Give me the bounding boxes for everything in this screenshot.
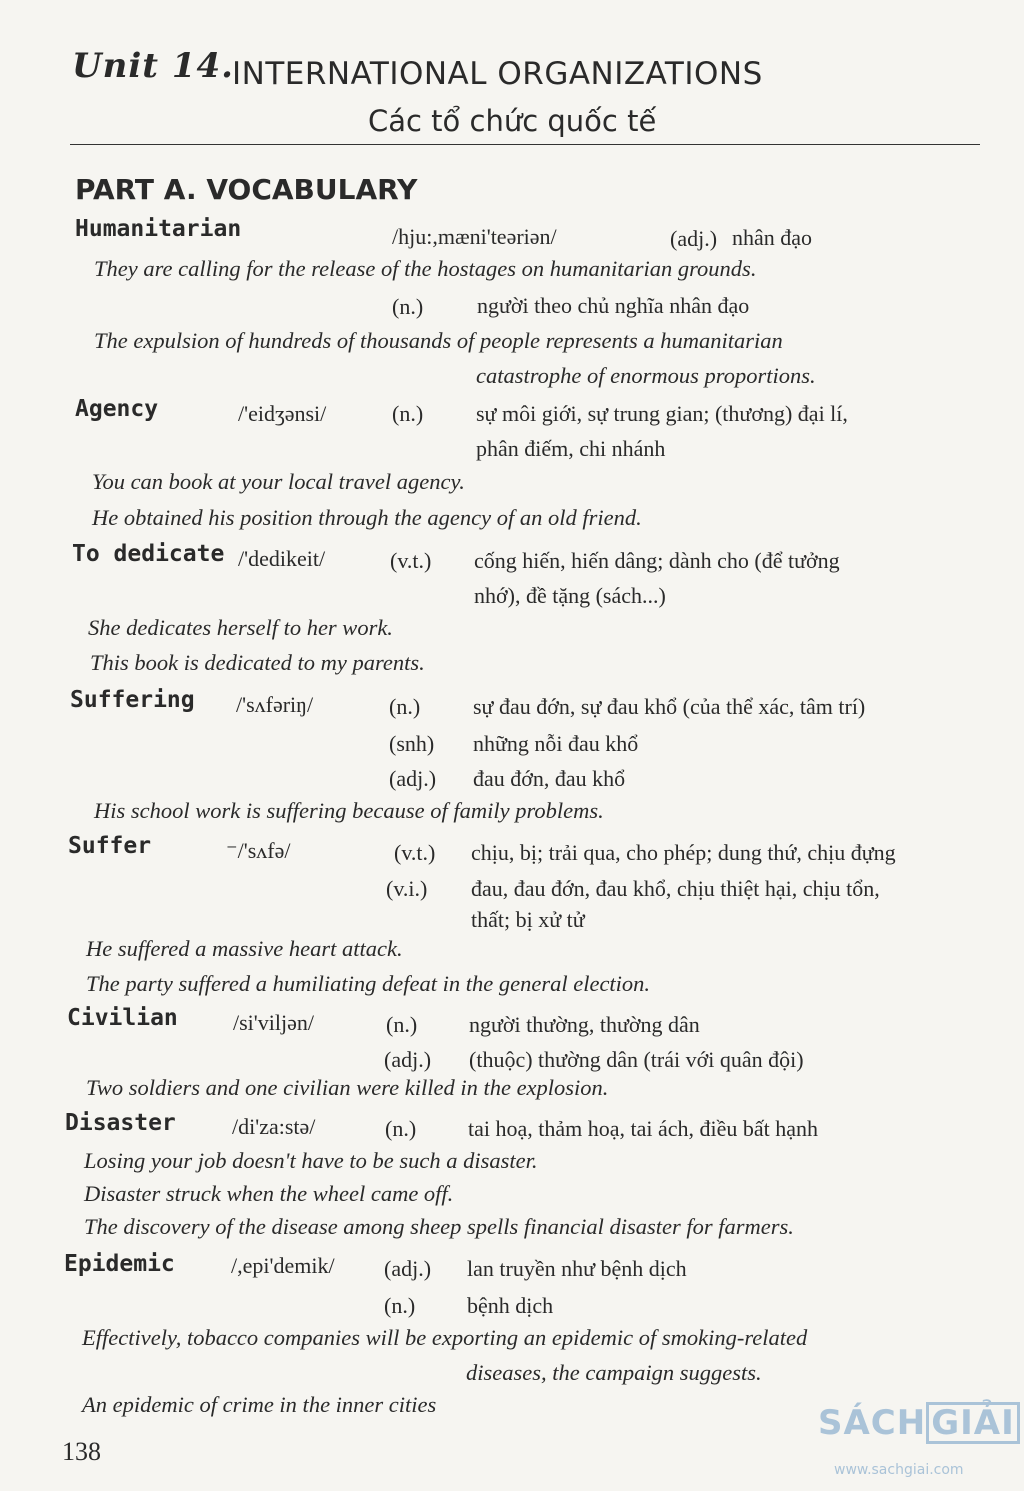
vocab-pos: (snh): [389, 731, 435, 756]
vocab-meaning: thất; bị xử tử: [471, 907, 585, 932]
vocab-meaning: sự môi giới, sự trung gian; (thương) đại lí,: [476, 401, 848, 426]
unit-label: Unit 14.: [72, 46, 234, 86]
vocab-example: You can book at your local travel agency.: [92, 469, 465, 494]
vocab-example: Disaster struck when the wheel came off.: [84, 1181, 454, 1206]
vocab-pos: (v.i.): [386, 876, 428, 901]
vocab-ipa: /hju:,mæni'teəriən/: [392, 224, 557, 249]
watermark-brand: [818, 1402, 1020, 1444]
vocab-meaning: (thuộc) thường dân (trái với quân đội): [469, 1047, 804, 1072]
watermark-brand-b: GIẢI: [926, 1402, 1020, 1444]
vocab-ipa: /'sʌfəriŋ/: [236, 692, 314, 717]
vocab-example: The expulsion of hundreds of thousands of people represents a humanitarian: [94, 328, 783, 353]
vocab-example: The discovery of the disease among sheep spells financial disaster for farmers.: [84, 1214, 794, 1239]
vocab-example: The party suffered a humiliating defeat in the general election.: [86, 971, 651, 996]
vocab-example: catastrophe of enormous proportions.: [476, 363, 816, 388]
part-heading: PART A. VOCABULARY: [75, 173, 418, 206]
watermark-brand-a: SÁCH: [818, 1403, 927, 1443]
vocab-word: Agency: [75, 396, 159, 422]
vocab-example: He obtained his position through the agency of an old friend.: [92, 505, 642, 530]
vocab-word: Humanitarian: [75, 216, 242, 242]
vocab-pos: (n.): [392, 401, 424, 426]
vocab-meaning: nhớ), đề tặng (sách...): [474, 583, 666, 608]
vocab-example: She dedicates herself to her work.: [88, 615, 393, 640]
vocab-ipa: ⁻/'sʌfə/: [226, 838, 291, 863]
vocab-pos: (adj.): [384, 1256, 432, 1281]
vocab-example: Losing your job doesn't have to be such a disaster.: [84, 1148, 538, 1173]
vocab-word: Civilian: [67, 1005, 178, 1031]
vocab-pos: (v.t.): [394, 840, 436, 865]
unit-title: INTERNATIONAL ORGANIZATIONS: [232, 56, 763, 92]
vocab-pos: (n.): [389, 694, 421, 719]
vocab-pos: (n.): [386, 1012, 418, 1037]
vocab-word: To dedicate: [72, 541, 225, 567]
watermark-logo: [818, 1388, 1018, 1484]
vocab-example: His school work is suffering because of family problems.: [94, 798, 604, 823]
watermark-url: www.sachgiai.com: [834, 1462, 964, 1478]
vocab-meaning: phân điếm, chi nhánh: [476, 436, 666, 461]
vocab-pos: (adj.): [389, 766, 437, 791]
vocab-example: An epidemic of crime in the inner cities: [82, 1392, 437, 1417]
vocab-meaning: đau, đau đớn, đau khổ, chịu thiệt hại, chịu tổn,: [471, 876, 880, 901]
vocab-meaning: sự đau đớn, sự đau khổ (của thể xác, tâm trí): [473, 694, 866, 719]
vocab-pos: (n.): [392, 294, 424, 319]
vocab-word: Suffering: [70, 687, 195, 713]
vocab-pos: (n.): [385, 1116, 417, 1141]
vocab-example: Two soldiers and one civilian were killed in the explosion.: [86, 1075, 609, 1100]
vocab-meaning: cống hiến, hiến dâng; dành cho (để tưởng: [474, 548, 840, 573]
vocab-example: He suffered a massive heart attack.: [86, 936, 403, 961]
vocab-example: diseases, the campaign suggests.: [466, 1360, 762, 1385]
vocab-word: Epidemic: [64, 1251, 175, 1277]
vocab-meaning: chịu, bị; trải qua, cho phép; dung thứ, chịu đựng: [471, 840, 896, 865]
page-number: 138: [62, 1437, 101, 1466]
vocab-pos: (v.t.): [390, 548, 432, 573]
vocab-pos: (adj.): [384, 1047, 432, 1072]
vocab-meaning: những nỗi đau khổ: [473, 731, 639, 756]
vocab-pos: (adj.): [670, 226, 718, 251]
vocab-meaning: người thường, thường dân: [469, 1012, 700, 1037]
header-divider: [70, 144, 980, 145]
unit-subtitle: Các tổ chức quốc tế: [368, 104, 657, 138]
vocab-word: Suffer: [68, 833, 152, 859]
vocab-pos: (n.): [384, 1293, 416, 1318]
vocab-meaning: lan truyền như bệnh dịch: [467, 1256, 687, 1281]
vocab-example: This book is dedicated to my parents.: [90, 650, 425, 675]
vocab-ipa: /si'viljən/: [233, 1010, 314, 1035]
vocab-word: Disaster: [65, 1110, 176, 1136]
vocab-example: They are calling for the release of the hostages on humanitarian grounds.: [94, 256, 757, 281]
vocab-meaning: bệnh dịch: [467, 1293, 554, 1318]
vocab-ipa: /'eidʒənsi/: [238, 401, 327, 426]
vocab-example: Effectively, tobacco companies will be exporting an epidemic of smoking-related: [82, 1325, 808, 1350]
vocab-meaning: nhân đạo: [732, 225, 813, 250]
vocab-meaning: đau đớn, đau khổ: [473, 766, 626, 791]
vocab-ipa: /,epi'demik/: [231, 1253, 335, 1278]
vocab-meaning: tai hoạ, thảm hoạ, tai ách, điều bất hạnh: [468, 1116, 819, 1141]
vocab-ipa: /'dedikeit/: [238, 546, 326, 571]
vocab-meaning: người theo chủ nghĩa nhân đạo: [477, 293, 750, 318]
vocab-ipa: /di'za:stə/: [232, 1114, 316, 1139]
